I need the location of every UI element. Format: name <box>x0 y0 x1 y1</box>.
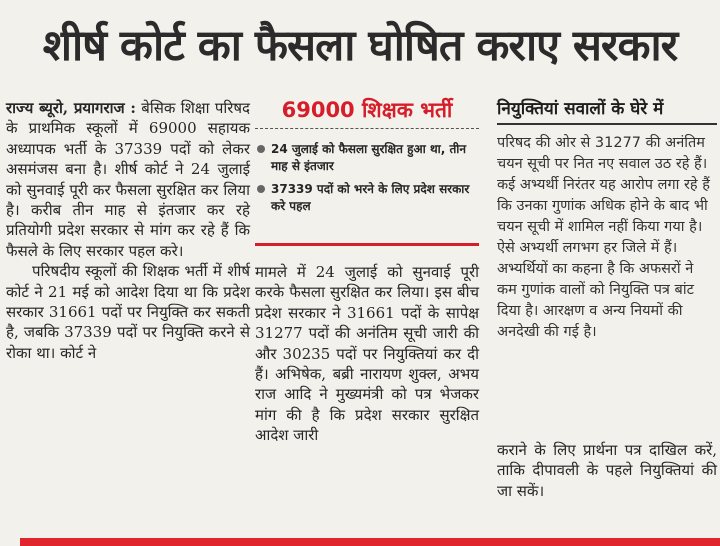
article-column-1 <box>6 98 250 363</box>
highlight-title: 69000 शिक्षक भर्ती <box>255 96 479 129</box>
highlight-bullet: 37339 पदों को भरने के लिए प्रदेश सरकार करे पहल <box>255 181 479 215</box>
article-column-2 <box>255 262 479 446</box>
article-paragraph-1 <box>6 98 250 261</box>
sidebar-body: परिषद की ओर से 31277 की अनंतिम चयन सूची पर नित नए सवाल उठ रहे हैं। कई अभ्यर्थी निरंतर यह आरोप लगा रहे हैं कि उनका गुणांक अधिक होने के बाद भी चयन सूची में शामिल नहीं किया गया है। ऐसे अभ्यर्थी लगभग हर जिले में हैं। अभ्यर्थियों का कहना है कि अफसरों ने कम गुणांक वालों को नियुक्ति पत्र बांट दिया है। आरक्षण व अन्य नियमों की अनदेखी की गई है। <box>497 135 710 340</box>
column-2-text: मामले में 24 जुलाई को सुनवाई पूरी करके फैसला सुरक्षित कर लिया। इस बीच प्रदेश सरकार ने 31661 पदों के सापेक्ष 31277 पदों की अनंतिम सूची जारी की और 30235 पदों पर नियुक्तियां कर दी हैं। अभिषेक, बब्री नारायण शुक्ल, अभय राज आदि ने मुख्यमंत्री को पत्र भेजकर मांग की है कि प्रदेश सरकार सुरक्षित आदेश जारी <box>255 263 479 445</box>
headline: शीर्ष कोर्ट का फैसला घोषित कराए सरकार <box>42 20 678 71</box>
paragraph-1-text: बेसिक शिक्षा परिषद के प्राथमिक स्कूलों में 69000 सहायक अध्यापक भर्ती के 37339 पदों को लेकर असमंजस बना है। शीर्ष कोर्ट ने 24 जुलाई को सुनवाई पूरी कर फैसला सुरक्षित कर लिया है। करीब तीन माह से इंतजार कर रहे प्रतियोगी प्रदेश सरकार से मांग कर रहे हैं कि फैसले के लिए सरकार पहल करे। <box>6 99 251 260</box>
highlight-list <box>255 141 479 215</box>
highlight-rule <box>255 243 479 246</box>
sidebar-box <box>497 96 717 436</box>
column-3-text: कराने के लिए प्रार्थना पत्र दाखिल करें, ताकि दीपावली के पहले नियुक्तियां की जा सकें। <box>497 441 717 500</box>
sidebar-title: नियुक्तियां सवालों के घेरे में <box>497 96 717 125</box>
bottom-red-bar <box>20 538 720 546</box>
article-column-3 <box>497 440 717 501</box>
highlight-box <box>255 96 479 256</box>
article-paragraph-2: परिषदीय स्कूलों की शिक्षक भर्ती में शीर्ष कोर्ट ने 21 मई को आदेश दिया था कि प्रदेश सरकार 31661 पदों पर नियुक्ति कर सकती है, जबकि 37339 पदों पर नियुक्ति करने से रोका था। कोर्ट ने <box>6 262 250 362</box>
dateline: राज्य ब्यूरो, प्रयागराज : <box>6 99 136 117</box>
highlight-bullet: 24 जुलाई को फैसला सुरक्षित हुआ था, तीन माह से इंतजार <box>255 141 479 175</box>
